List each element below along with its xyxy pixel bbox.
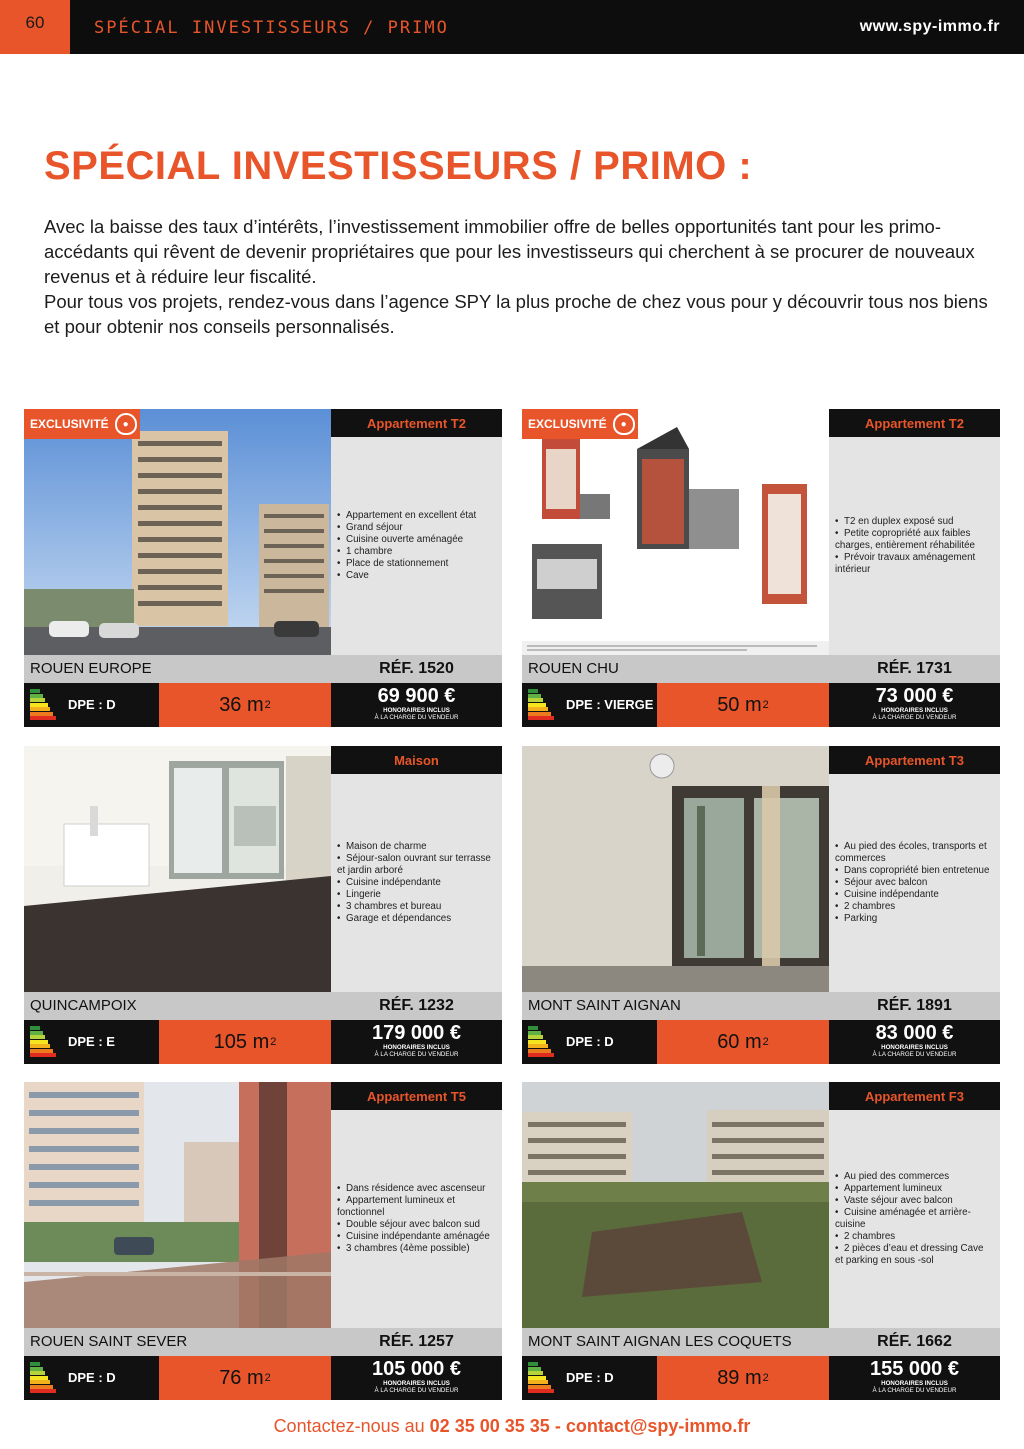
- dpe-band: [528, 1385, 551, 1389]
- dpe-band: [528, 703, 546, 707]
- price: 179 000 €: [372, 1022, 461, 1044]
- dpe-band: [528, 1049, 551, 1053]
- feature-item: • Petite copropriété aux faibles charges, entièrement réhabilitée: [835, 528, 994, 552]
- phone-number[interactable]: 02 35 00 35 35: [429, 1416, 550, 1436]
- page-title: SPÉCIAL INVESTISSEURS / PRIMO :: [44, 144, 753, 188]
- dpe-band: [30, 1035, 45, 1039]
- location-bar: [522, 1328, 1000, 1356]
- location-bar: [24, 992, 502, 1020]
- dpe-band: [528, 707, 548, 711]
- listing-card[interactable]: [522, 1082, 1000, 1400]
- surface-area: [657, 683, 829, 727]
- dpe-band: [30, 1044, 50, 1048]
- feature-item: • Cuisine aménagée et arrière-cuisine: [835, 1207, 994, 1231]
- property-type: Appartement T2: [331, 409, 502, 437]
- surface-area: [159, 1356, 331, 1400]
- surface-area: [657, 1356, 829, 1400]
- dpe-band: [528, 1040, 546, 1044]
- dpe-band: [30, 1385, 53, 1389]
- fees-note: HONORAIRES INCLUS: [881, 1380, 948, 1387]
- feature-item: • 3 chambres et bureau: [337, 901, 496, 913]
- area-unit: m: [247, 1366, 264, 1389]
- dpe-band: [528, 1031, 541, 1035]
- dpe-scale-icon: [528, 1026, 554, 1058]
- area-unit: m: [745, 1366, 762, 1389]
- features-list: [829, 841, 1000, 925]
- price-box: [331, 683, 502, 727]
- contact-prefix: Contactez-nous au: [273, 1416, 425, 1436]
- dpe-band: [30, 1380, 50, 1384]
- location: ROUEN EUROPE: [30, 660, 152, 677]
- location-bar: [522, 992, 1000, 1020]
- dpe-band: [528, 1044, 548, 1048]
- spy-logo-icon: ●: [613, 413, 635, 435]
- dpe-band: [30, 1049, 53, 1053]
- dpe-band: [30, 1367, 43, 1371]
- features-panel: [331, 774, 502, 992]
- info-bar: [24, 1356, 502, 1400]
- dpe-rating: DPE : D: [68, 1370, 116, 1385]
- features-list: [829, 516, 1000, 576]
- feature-item: • Appartement en excellent état: [337, 510, 476, 522]
- dpe-scale-icon: [528, 689, 554, 721]
- page-number: 60: [0, 0, 70, 54]
- listing-card[interactable]: [24, 746, 502, 1064]
- feature-item: • Dans copropriété bien entretenue: [835, 865, 994, 877]
- feature-item: • Cuisine indépendante: [835, 889, 994, 901]
- feature-item: • Parking: [835, 913, 994, 925]
- fees-note: HONORAIRES INCLUS: [881, 707, 948, 714]
- location: ROUEN SAINT SEVER: [30, 1333, 188, 1350]
- dpe-band: [30, 698, 45, 702]
- reference: RÉF. 1731: [877, 660, 952, 677]
- website-link[interactable]: www.spy-immo.fr: [859, 18, 1000, 35]
- area-exponent: 2: [762, 1372, 769, 1384]
- dpe-band: [528, 698, 543, 702]
- info-bar: [522, 683, 1000, 727]
- location-bar: [522, 655, 1000, 683]
- features-panel: [331, 1110, 502, 1328]
- dpe-band: [528, 712, 551, 716]
- listing-card[interactable]: [522, 409, 1000, 727]
- property-type: Maison: [331, 746, 502, 774]
- exclusive-badge: [522, 409, 638, 439]
- dpe-band: [30, 1362, 40, 1366]
- dpe-rating: DPE : D: [566, 1034, 614, 1049]
- location: MONT SAINT AIGNAN LES COQUETS: [528, 1333, 792, 1350]
- info-bar: [522, 1020, 1000, 1064]
- feature-item: • Appartement lumineux et fonctionnel: [337, 1195, 496, 1219]
- intro-paragraph-2: Pour tous vos projets, rendez-vous dans l’agence SPY la plus proche de chez vous pour y découvrir tous nos biens et pour obtenir nos conseils personnalisés.: [44, 291, 988, 337]
- location: QUINCAMPOIX: [30, 997, 137, 1014]
- fees-note-seller: À LA CHARGE DU VENDEUR: [374, 1051, 459, 1058]
- feature-item: • Cuisine indépendante: [337, 877, 496, 889]
- features-panel: [829, 774, 1000, 992]
- area-unit: m: [252, 1030, 270, 1053]
- location-bar: [24, 1328, 502, 1356]
- dpe-band: [528, 1367, 541, 1371]
- feature-item: • Vaste séjour avec balcon: [835, 1195, 994, 1207]
- dpe-scale-icon: [30, 1026, 56, 1058]
- feature-item: • 1 chambre: [337, 546, 476, 558]
- listing-card[interactable]: [522, 746, 1000, 1064]
- feature-item: • 2 chambres: [835, 1231, 994, 1243]
- dpe-band: [30, 1376, 48, 1380]
- property-photo[interactable]: [522, 746, 829, 992]
- dpe-rating: DPE : VIERGE: [566, 697, 654, 712]
- dpe-band: [528, 1371, 543, 1375]
- feature-item: • Séjour-salon ouvrant sur terrasse et jardin arboré: [337, 853, 496, 877]
- area-value: 60: [717, 1030, 740, 1053]
- price: 73 000 €: [875, 685, 954, 707]
- features-list: [829, 1171, 1000, 1267]
- price: 155 000 €: [870, 1358, 959, 1380]
- exclusive-badge: [24, 409, 140, 439]
- dpe-band: [528, 694, 541, 698]
- feature-item: • Cuisine ouverte aménagée: [337, 534, 476, 546]
- dpe-rating: DPE : E: [68, 1034, 115, 1049]
- listing-card[interactable]: [24, 1082, 502, 1400]
- info-bar: [522, 1356, 1000, 1400]
- reference: RÉF. 1662: [877, 1333, 952, 1350]
- fees-note-seller: À LA CHARGE DU VENDEUR: [872, 714, 957, 721]
- dpe-band: [30, 1389, 56, 1393]
- area-value: 105: [213, 1030, 247, 1053]
- feature-item: • Au pied des commerces: [835, 1171, 994, 1183]
- fees-note: HONORAIRES INCLUS: [383, 1044, 450, 1051]
- area-exponent: 2: [264, 699, 271, 711]
- feature-item: • T2 en duplex exposé sud: [835, 516, 994, 528]
- spy-logo-icon: ●: [115, 413, 137, 435]
- dpe-band: [528, 1053, 554, 1057]
- location-bar: [24, 655, 502, 683]
- property-photo[interactable]: [24, 409, 331, 655]
- features-panel: [331, 437, 502, 655]
- reference: RÉF. 1257: [379, 1333, 454, 1350]
- area-exponent: 2: [762, 699, 769, 711]
- features-panel: [829, 437, 1000, 655]
- fees-note: HONORAIRES INCLUS: [881, 1044, 948, 1051]
- reference: RÉF. 1891: [877, 997, 952, 1014]
- feature-item: • 3 chambres (4ème possible): [337, 1243, 496, 1255]
- dpe-band: [30, 689, 40, 693]
- feature-item: • 2 pièces d’eau et dressing Cave et parking en sous -sol: [835, 1243, 994, 1267]
- area-value: 36: [219, 693, 242, 716]
- area-unit: m: [247, 693, 264, 716]
- price-box: [331, 1356, 502, 1400]
- dpe-rating: DPE : D: [566, 1370, 614, 1385]
- feature-item: • Garage et dépendances: [337, 913, 496, 925]
- fees-note: HONORAIRES INCLUS: [383, 707, 450, 714]
- fees-note-seller: À LA CHARGE DU VENDEUR: [374, 714, 459, 721]
- location: ROUEN CHU: [528, 660, 619, 677]
- dpe-rating: DPE : D: [68, 697, 116, 712]
- price-box: [331, 1020, 502, 1064]
- feature-item: • Lingerie: [337, 889, 496, 901]
- features-list: [331, 841, 502, 925]
- property-photo[interactable]: [522, 409, 829, 655]
- feature-item: • Appartement lumineux: [835, 1183, 994, 1195]
- area-unit: m: [745, 693, 762, 716]
- exclusive-label: EXCLUSIVITÉ: [30, 417, 109, 431]
- dpe-band: [528, 1362, 538, 1366]
- area-exponent: 2: [762, 1036, 769, 1048]
- dpe-band: [30, 712, 53, 716]
- dpe-band: [30, 1040, 48, 1044]
- listing-card[interactable]: [24, 409, 502, 727]
- fees-note-seller: À LA CHARGE DU VENDEUR: [872, 1387, 957, 1394]
- dpe-band: [528, 1380, 548, 1384]
- area-unit: m: [745, 1030, 762, 1053]
- price-box: [829, 1356, 1000, 1400]
- property-photo[interactable]: [24, 746, 331, 992]
- feature-item: • Au pied des écoles, transports et commerces: [835, 841, 994, 865]
- contact-separator: -: [554, 1416, 561, 1436]
- feature-item: • Dans résidence avec ascenseur: [337, 1183, 496, 1195]
- area-value: 76: [219, 1366, 242, 1389]
- feature-item: • Prévoir travaux aménagement intérieur: [835, 552, 994, 576]
- dpe-band: [528, 716, 554, 720]
- dpe-scale-icon: [30, 1362, 56, 1394]
- dpe-scale-icon: [528, 1362, 554, 1394]
- section-label: SPÉCIAL INVESTISSEURS / PRIMO: [94, 18, 449, 38]
- property-type: Appartement T2: [829, 409, 1000, 437]
- dpe-band: [528, 1389, 554, 1393]
- area-value: 89: [717, 1366, 740, 1389]
- area-value: 50: [717, 693, 740, 716]
- feature-item: • Cuisine indépendante aménagée: [337, 1231, 496, 1243]
- fees-note: HONORAIRES INCLUS: [383, 1380, 450, 1387]
- location: MONT SAINT AIGNAN: [528, 997, 681, 1014]
- features-list: [331, 510, 482, 582]
- price-box: [829, 683, 1000, 727]
- dpe-band: [30, 703, 48, 707]
- feature-item: • Place de stationnement: [337, 558, 476, 570]
- price: 69 900 €: [377, 685, 456, 707]
- feature-item: • Double séjour avec balcon sud: [337, 1219, 496, 1231]
- features-panel: [829, 1110, 1000, 1328]
- dpe-band: [528, 1376, 546, 1380]
- area-exponent: 2: [264, 1372, 271, 1384]
- features-list: [331, 1183, 502, 1255]
- property-photo[interactable]: [522, 1082, 829, 1328]
- dpe-band: [30, 1026, 40, 1030]
- email-link[interactable]: contact@spy-immo.fr: [565, 1416, 751, 1436]
- price: 105 000 €: [372, 1358, 461, 1380]
- surface-area: [159, 1020, 331, 1064]
- dpe-band: [30, 1031, 43, 1035]
- dpe-band: [30, 716, 56, 720]
- price: 83 000 €: [875, 1022, 954, 1044]
- surface-area: [159, 683, 331, 727]
- feature-item: • Maison de charme: [337, 841, 496, 853]
- dpe-scale-icon: [30, 689, 56, 721]
- property-photo[interactable]: [24, 1082, 331, 1328]
- price-box: [829, 1020, 1000, 1064]
- info-bar: [24, 1020, 502, 1064]
- feature-item: • Cave: [337, 570, 476, 582]
- dpe-band: [30, 1371, 45, 1375]
- contact-footer: [0, 1416, 1024, 1437]
- property-type: Appartement T5: [331, 1082, 502, 1110]
- dpe-band: [30, 694, 43, 698]
- dpe-band: [528, 1035, 543, 1039]
- feature-item: • Séjour avec balcon: [835, 877, 994, 889]
- intro-text: [44, 214, 994, 339]
- dpe-band: [528, 1026, 538, 1030]
- top-bar: [0, 0, 1024, 54]
- exclusive-label: EXCLUSIVITÉ: [528, 417, 607, 431]
- fees-note-seller: À LA CHARGE DU VENDEUR: [872, 1051, 957, 1058]
- fees-note-seller: À LA CHARGE DU VENDEUR: [374, 1387, 459, 1394]
- intro-paragraph-1: Avec la baisse des taux d’intérêts, l’investissement immobilier offre de belles opportunités tant pour les primo-accédants qui rêvent de devenir propriétaires que pour les investisseurs qui cherchent à se procurer de nouveaux revenus et à réduire leur fiscalité.: [44, 216, 975, 287]
- reference: RÉF. 1232: [379, 997, 454, 1014]
- property-type: Appartement T3: [829, 746, 1000, 774]
- info-bar: [24, 683, 502, 727]
- dpe-band: [528, 689, 538, 693]
- dpe-band: [30, 1053, 56, 1057]
- dpe-band: [30, 707, 50, 711]
- reference: RÉF. 1520: [379, 660, 454, 677]
- feature-item: • Grand séjour: [337, 522, 476, 534]
- area-exponent: 2: [270, 1036, 277, 1048]
- property-type: Appartement F3: [829, 1082, 1000, 1110]
- surface-area: [657, 1020, 829, 1064]
- feature-item: • 2 chambres: [835, 901, 994, 913]
